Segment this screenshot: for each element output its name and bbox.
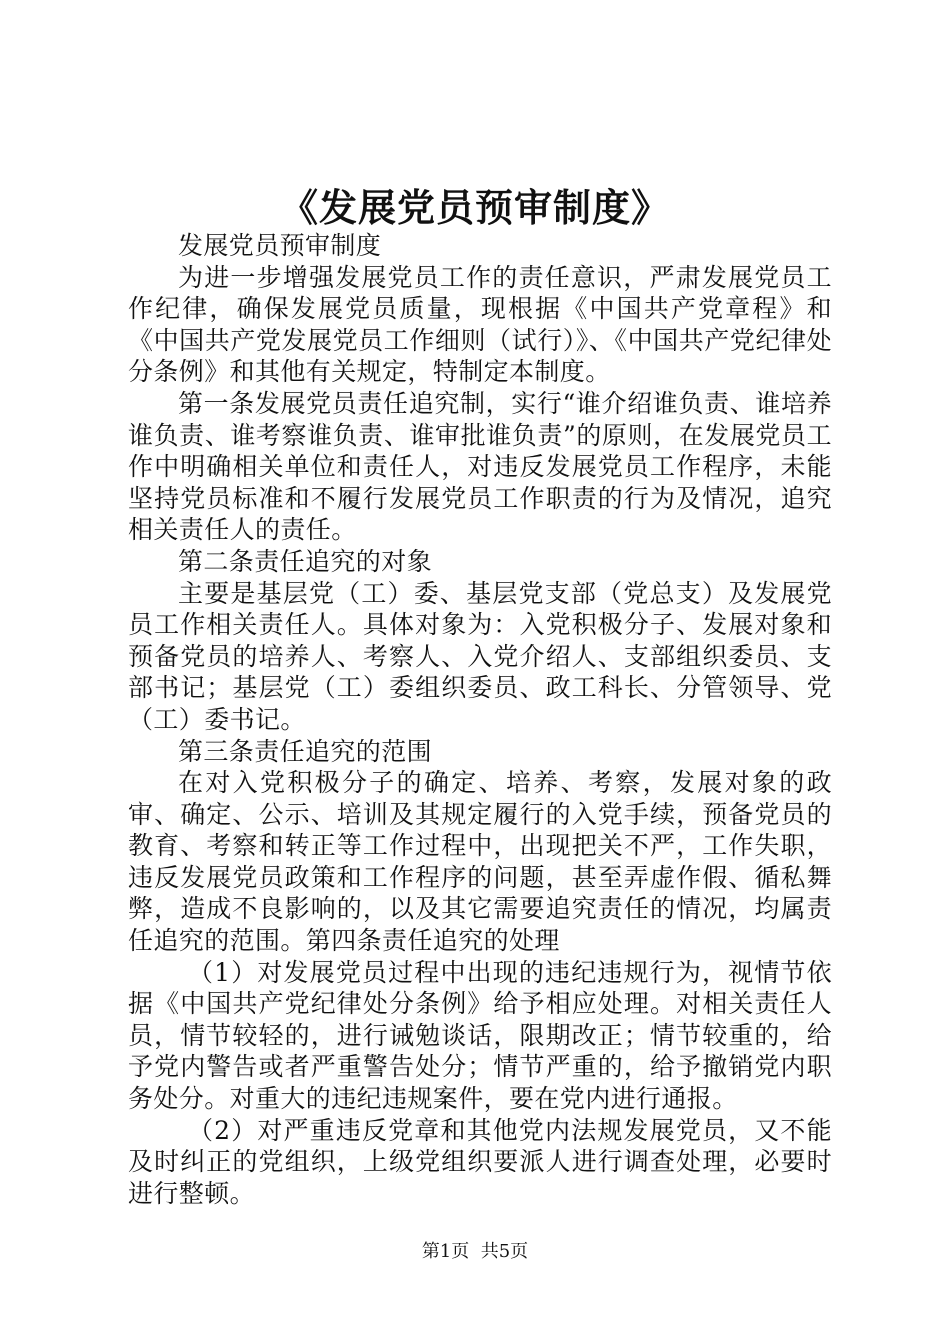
paragraph-subtitle: 发展党员预审制度	[178, 231, 382, 260]
paragraph-article-2-heading: 第二条责任追究的对象	[178, 546, 433, 576]
document-body	[128, 230, 832, 1209]
paragraph-article-1: 第一条发展党员责任追究制，实行“谁介绍谁负责、谁培养谁负责、谁考察谁负责、谁审批谁负责”的原则，在发展党员工作中明确相关单位和责任人，对违反发展党员工作程序，未能坚持党员标准和不履行发展党员工作职责的行为及情况，追究相关责任人的责任。	[128, 388, 832, 545]
paragraph-item-2: （2）对严重违反党章和其他党内法规发展党员，又不能及时纠正的党组织，上级党组织要派人进行调查处理，必要时进行整顿。	[128, 1115, 832, 1208]
document-title: 《发展党员预审制度》	[279, 185, 670, 230]
paragraph-article-3-body: 在对入党积极分子的确定、培养、考察，发展对象的政审、确定、公示、培训及其规定履行的入党手续，预备党员的教育、考察和转正等工作过程中，出现把关不严，工作失职，违反发展党员政策和工作程序的问题，甚至弄虚作假、循私舞弊，造成不良影响的，以及其它需要追究责任的情况，均属责任追究的范围。第四条责任追究的处理	[128, 768, 832, 956]
page-number: 第1页	[421, 1241, 470, 1262]
paragraph-item-1: （1）对发展党员过程中出现的违纪违规行为，视情节依据《中国共产党纪律处分条例》给予相应处理。对相关责任人员，情节较轻的，进行诫勉谈话，限期改正；情节较重的，给予党内警告或者严重警告处分；情节严重的，给予撤销党内职务处分。对重大的违纪违规案件，要在党内进行通报。	[128, 957, 832, 1114]
page-total: 共5页	[480, 1241, 529, 1262]
paragraph-article-2-body: 主要是基层党（工）委、基层党支部（党总支）及发展党员工作相关责任人。具体对象为：入党积极分子、发展对象和预备党员的培养人、考察人、入党介绍人、支部组织委员、支部书记；基层党（工）委组织委员、政工科长、分管领导、党（工）委书记。	[128, 578, 832, 734]
page-footer	[0, 1240, 950, 1264]
paragraph-intro: 为进一步增强发展党员工作的责任意识，严肃发展党员工作纪律，确保发展党员质量，现根据《中国共产党章程》和《中国共产党发展党员工作细则（试行）》、《中国共产党纪律处分条例》和其他有关规定，特制定本制度。	[128, 262, 832, 387]
paragraph-article-3-heading: 第三条责任追究的范围	[178, 736, 433, 766]
